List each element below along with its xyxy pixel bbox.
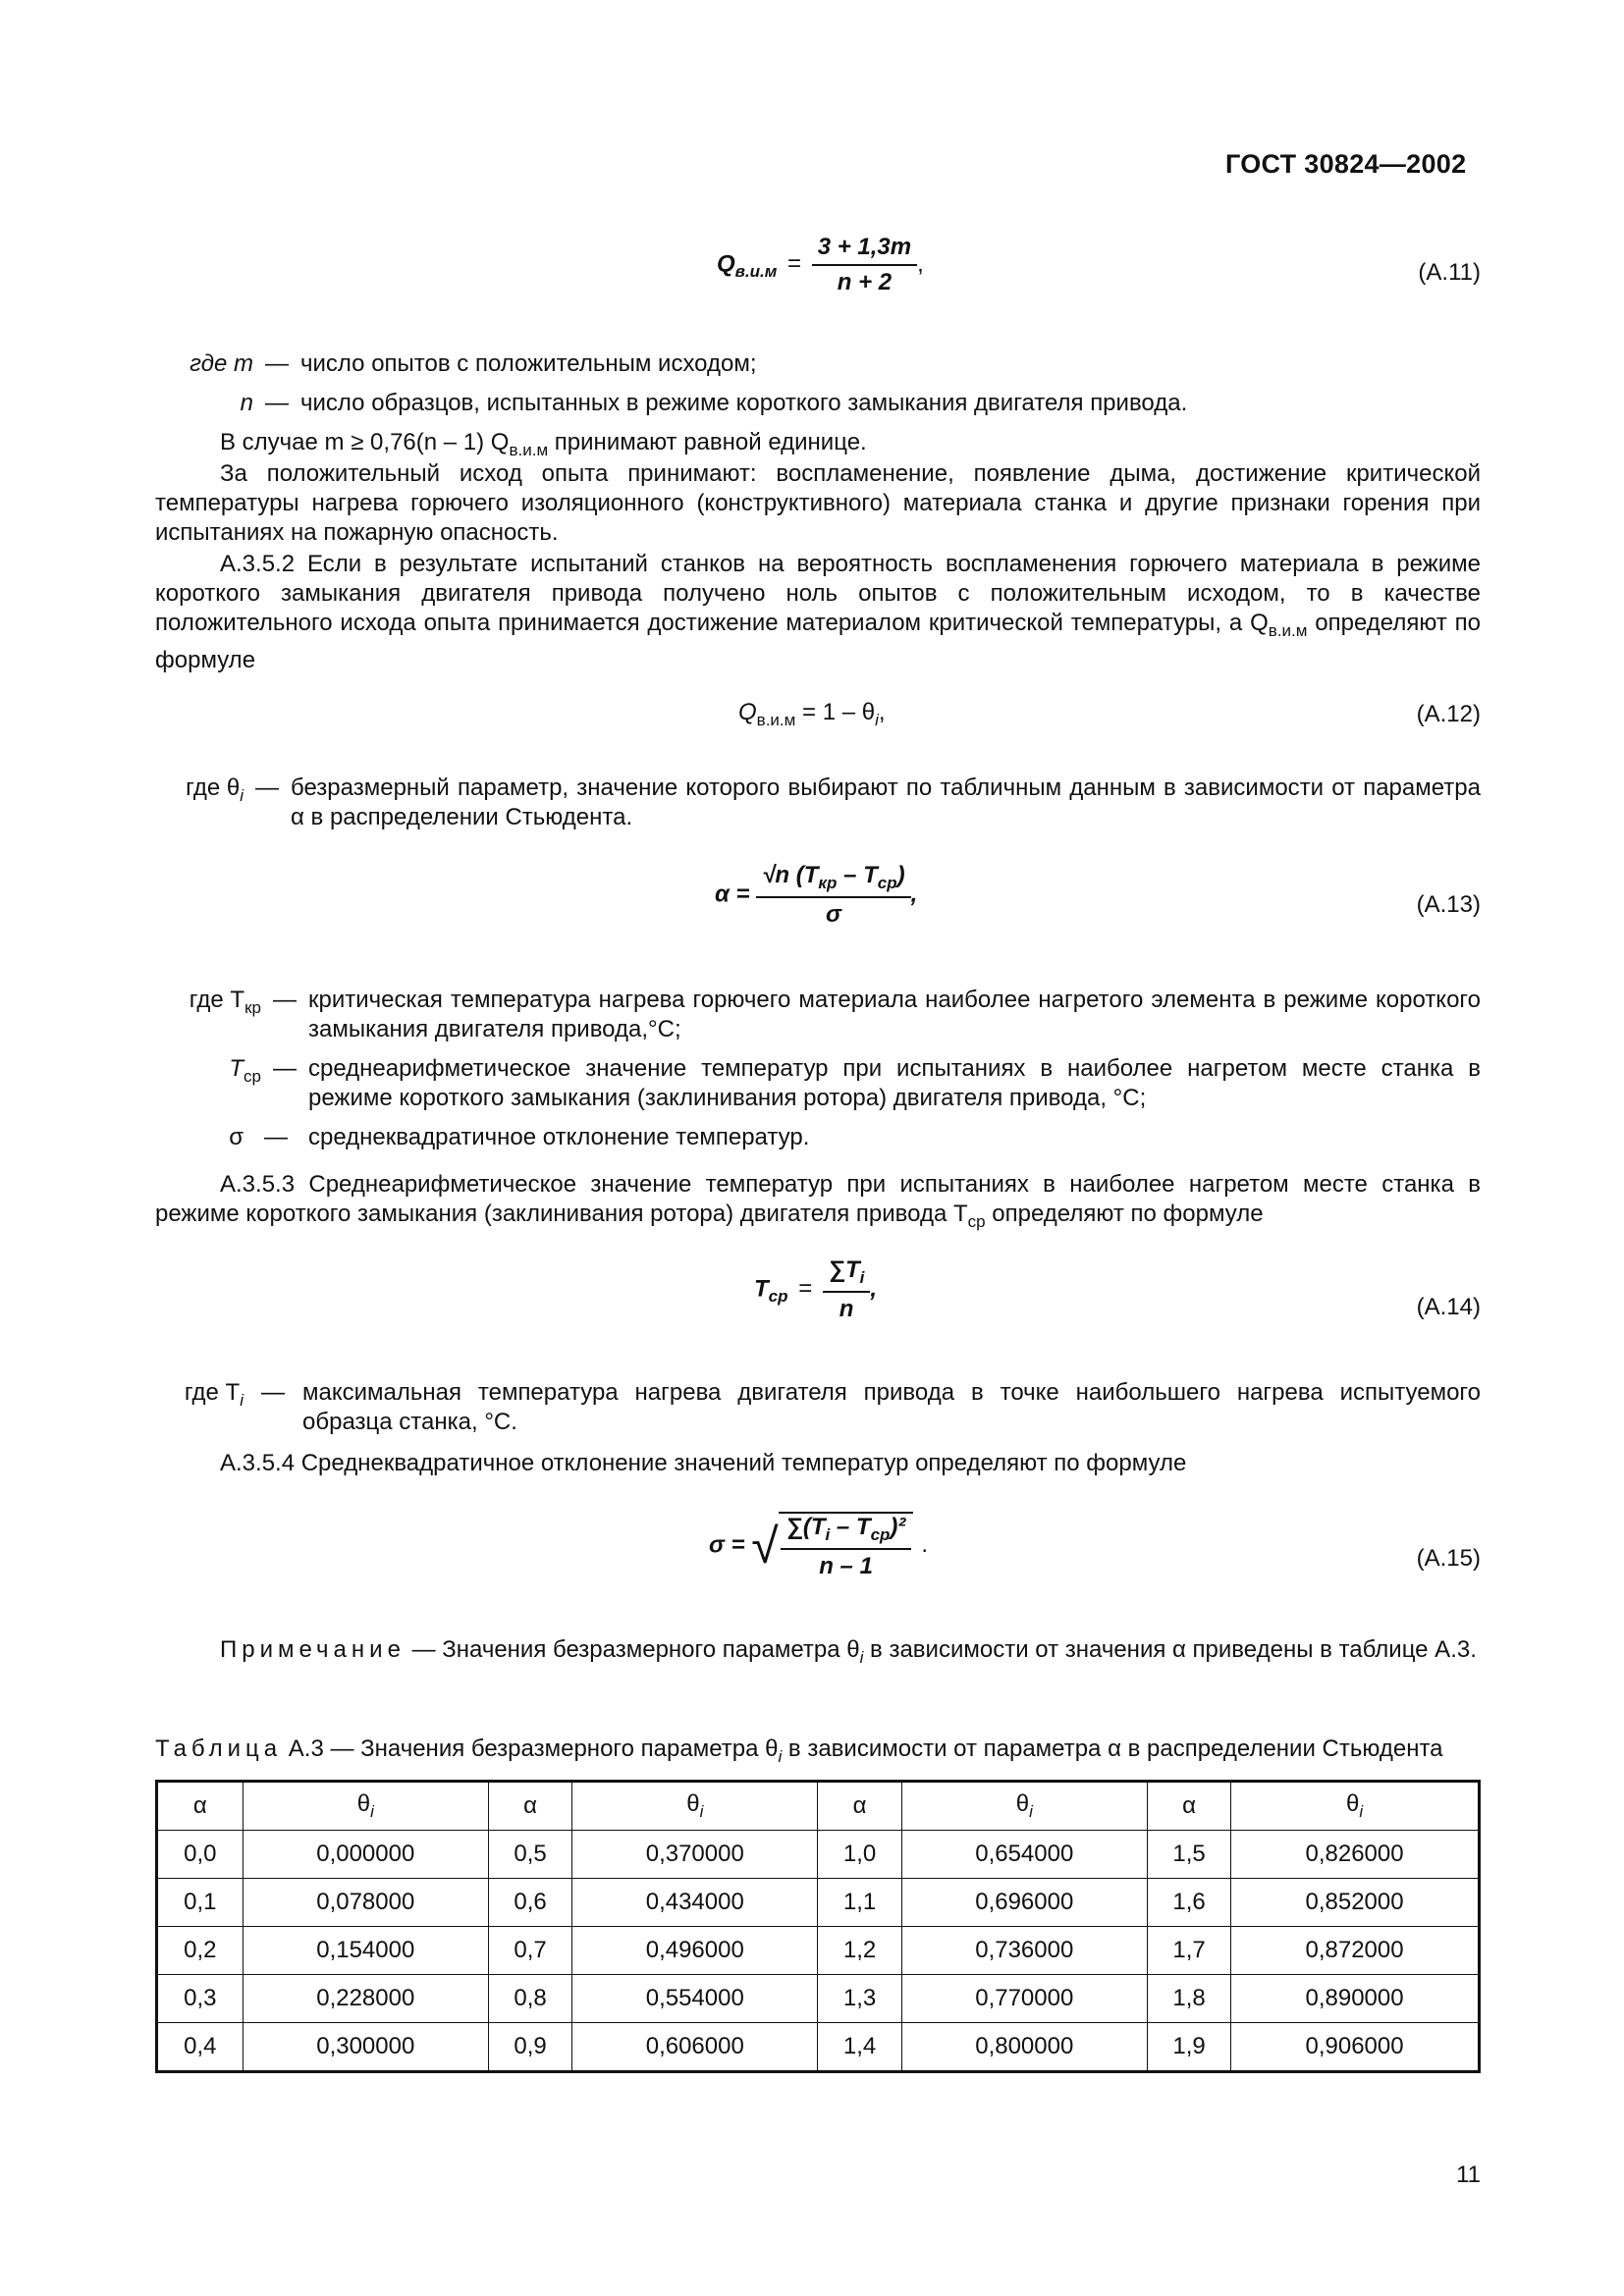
table-cell: 0,826000 xyxy=(1231,1831,1480,1879)
table-cell: 1,9 xyxy=(1147,2023,1230,2072)
equation-a12: $Q_{в.и.м} = 1 - \theta_i$, xyxy=(738,699,886,729)
definition-text: критическая температура нагрева горючего материала наиболее нагретого элемента в режиме короткого замыкания двигателя привода,°С; xyxy=(308,987,1481,1042)
definitions-a11 xyxy=(155,349,1481,418)
equation-a12-label: (А.12) xyxy=(1416,701,1481,727)
table-cell: 0,872000 xyxy=(1231,1927,1480,1975)
table-header-cell: α xyxy=(1147,1782,1230,1831)
definition-text: безразмерный параметр, значение которого выбирают по табличным данным в зависимости от параметра α в распределении Стьюдента. xyxy=(291,774,1481,830)
definition-text: максимальная температура нагрева двигателя привода в точке наибольшего нагрева испытуемого образца станка, °С. xyxy=(302,1379,1481,1435)
table-cell: 0,3 xyxy=(157,1975,244,2023)
document-header: ГОСТ 30824—2002 xyxy=(1225,149,1467,179)
definition-row: где $T_{кр}$ — критическая температура нагрева горючего материала наиболее нагретого элемента в режиме короткого замыкания двигателя привода,°С; xyxy=(145,986,1481,1044)
definition-row: где $T_i$ — максимальная температура нагрева двигателя привода в точке наибольшего нагрева испытуемого образца станка, °С. xyxy=(145,1378,1481,1437)
equation-a13-label: (А.13) xyxy=(1416,891,1481,918)
eq-a14-fraction xyxy=(823,1256,871,1323)
note-paragraph: Примечание — Значения безразмерного параметра $\theta_i$ в зависимости от значения α приведены в таблице А.3. xyxy=(220,1636,1477,1667)
definition-term: где $T_{кр}$ xyxy=(189,987,261,1017)
eq-a15-denominator: n – 1 xyxy=(819,1552,873,1579)
table-cell: 0,078000 xyxy=(243,1879,488,1927)
table-cell: 0,1 xyxy=(157,1879,244,1927)
table-row xyxy=(157,2023,1480,2072)
definition-row: $T_{ср}$ — среднеарифметическое значение температур при испытаниях в наиболее нагретом месте станка в режиме короткого замыкания (заклинивания ротора) двигателя привода, °С; xyxy=(145,1054,1481,1113)
eq-a11-lhs-sub: в.и.м xyxy=(734,262,778,282)
eq-a14-denominator: n xyxy=(839,1295,854,1322)
table-cell: 1,0 xyxy=(818,1831,901,1879)
table-cell: 0,370000 xyxy=(572,1831,818,1879)
table-cell: 0,736000 xyxy=(901,1927,1147,1975)
definitions-a14 xyxy=(145,1378,1481,1437)
definition-row: где $\theta_i$ — безразмерный параметр, значение которого выбирают по табличным данным в зависимости от параметра α в распределении Стьюдента. xyxy=(145,774,1481,832)
paragraph-positive-outcome: За положительный исход опыта принимают: воспламенение, появление дыма, достижение критической температуры нагрева горючего изоляционного (конструктивного) материала станка и другие признаки горения при испытаниях на пожарную опасность. xyxy=(155,460,1481,546)
equation-a14: $T_{ср}$ = $\frac{\sum T_i}{n}$ , xyxy=(754,1256,878,1322)
table-cell: 0,8 xyxy=(488,1975,571,2023)
definitions-a12 xyxy=(145,774,1481,832)
table-caption: Таблица А.3 — Значения безразмерного параметра $\theta_i$ в зависимости от параметра α в распределении Стьюдента xyxy=(155,1735,1443,1766)
table-row xyxy=(157,1975,1480,2023)
definition-row: σ — среднеквадратичное отклонение температур. xyxy=(145,1123,1481,1152)
table-row xyxy=(157,1927,1480,1975)
table-cell: 0,6 xyxy=(488,1879,571,1927)
table-header-cell: α xyxy=(818,1782,901,1831)
table-row xyxy=(157,1831,1480,1879)
table-cell: 0,800000 xyxy=(901,2023,1147,2072)
definition-row: n — число образцов, испытанных в режиме короткого замыкания двигателя привода. xyxy=(155,389,1481,418)
table-cell: 1,1 xyxy=(818,1879,901,1927)
eq-a11-denominator: n + 2 xyxy=(837,269,893,295)
table-header-row xyxy=(157,1782,1480,1831)
table-cell: 0,434000 xyxy=(572,1879,818,1927)
equation-a15: σ = √ $\frac{\sum(T_i - T_{ср})^2}{n - 1}$ . xyxy=(709,1514,929,1579)
table-cell: 0,496000 xyxy=(572,1927,818,1975)
eq-a11-numerator: 3 + 1,3m xyxy=(812,234,917,266)
definition-term: σ xyxy=(229,1124,244,1150)
table-cell: 0,0 xyxy=(157,1831,244,1879)
definition-term: $T_{ср}$ xyxy=(229,1055,261,1086)
table-cell: 0,890000 xyxy=(1231,1975,1480,2023)
eq-a13-denominator: σ xyxy=(825,900,841,928)
table-header-cell: $\theta_i$ xyxy=(572,1782,818,1831)
definition-text: число опытов с положительным исходом; xyxy=(300,350,757,377)
paragraph-a352: А.3.5.2 Если в результате испытаний станков на вероятность воспламенения горючего материала в режиме короткого замыкания двигателя привода получено ноль опытов с положительным исходом, то в качестве положительного исхода опыта принимается достижение материалом критической температуры, а $Q_{в.и.м}$ определяют по формуле xyxy=(155,551,1481,673)
table-header-cell: α xyxy=(488,1782,571,1831)
table-cell: 1,3 xyxy=(818,1975,901,2023)
eq-a15-numerator: $\sum(T_i - T_{ср})^2$ xyxy=(781,1514,912,1550)
table-header-cell: $\theta_i$ xyxy=(243,1782,488,1831)
definition-text: среднеарифметическое значение температур при испытаниях в наиболее нагретом месте станка в режиме короткого замыкания (заклинивания ротора) двигателя привода, °С; xyxy=(308,1055,1481,1111)
definition-term: где $T_i$ xyxy=(184,1379,244,1410)
table-cell: 0,554000 xyxy=(572,1975,818,2023)
table-cell: 0,7 xyxy=(488,1927,571,1975)
eq-a13-numerator: √n $(T_{кр} - T_{ср})$ xyxy=(756,862,910,898)
table-row xyxy=(157,1879,1480,1927)
eq-a13-fraction xyxy=(756,862,910,929)
definition-text: среднеквадратичное отклонение температур. xyxy=(308,1124,810,1150)
table-cell: 0,4 xyxy=(157,2023,244,2072)
table-cell: 0,906000 xyxy=(1231,2023,1480,2072)
page-number: 11 xyxy=(1456,2162,1481,2188)
table-cell: 1,7 xyxy=(1147,1927,1230,1975)
equation-a11: $Q_{в.и.м}$ = $\frac{3 + 1,3m}{n + 2}$ , xyxy=(717,234,924,295)
paragraph-a354: А.3.5.4 Среднеквадратичное отклонение значений температур определяют по формуле xyxy=(220,1450,1187,1476)
table-cell: 0,696000 xyxy=(901,1879,1147,1927)
table-cell: 1,4 xyxy=(818,2023,901,2072)
eq-a15-fraction xyxy=(779,1512,914,1580)
paragraph-case: В случае m ≥ 0,76(n – 1) $Q_{в.и.м}$ принимают равной единице. xyxy=(220,429,867,459)
paragraph-a353: А.3.5.3 Среднеарифметическое значение температур при испытаниях в наиболее нагретом месте станка в режиме короткого замыкания (заклинивания ротора) двигателя привода $T_{ср}$ определяют по формуле xyxy=(155,1171,1481,1231)
table-header-cell: $\theta_i$ xyxy=(1231,1782,1480,1831)
definition-term: n xyxy=(240,390,253,416)
equation-a15-label: (А.15) xyxy=(1416,1545,1481,1572)
theta-alpha-table xyxy=(155,1780,1481,2073)
table-cell: 0,228000 xyxy=(243,1975,488,2023)
table-cell: 0,9 xyxy=(488,2023,571,2072)
definition-text: число образцов, испытанных в режиме короткого замыкания двигателя привода. xyxy=(300,390,1188,416)
table-header-cell: α xyxy=(157,1782,244,1831)
definition-row: где m — число опытов с положительным исходом; xyxy=(155,349,1481,379)
table-header-cell: $\theta_i$ xyxy=(901,1782,1147,1831)
table-cell: 0,154000 xyxy=(243,1927,488,1975)
table-cell: 0,654000 xyxy=(901,1831,1147,1879)
equation-a11-label: (А.11) xyxy=(1418,259,1481,286)
eq-a14-numerator: $\sum T_i$ xyxy=(823,1256,871,1293)
table-cell: 1,6 xyxy=(1147,1879,1230,1927)
table-cell: 0,852000 xyxy=(1231,1879,1480,1927)
definition-term: где m xyxy=(189,350,253,377)
table-cell: 0,000000 xyxy=(243,1831,488,1879)
definition-term: где $\theta_i$ xyxy=(186,774,244,805)
table-cell: 1,5 xyxy=(1147,1831,1230,1879)
table-cell: 0,2 xyxy=(157,1927,244,1975)
table-cell: 0,5 xyxy=(488,1831,571,1879)
table-cell: 0,300000 xyxy=(243,2023,488,2072)
equation-a14-label: (А.14) xyxy=(1416,1294,1481,1320)
table-cell: 0,770000 xyxy=(901,1975,1147,2023)
table-cell: 1,8 xyxy=(1147,1975,1230,2023)
eq-a11-lhs: Q xyxy=(717,250,735,278)
definitions-a13 xyxy=(145,986,1481,1152)
table-cell: 1,2 xyxy=(818,1927,901,1975)
eq-a11-fraction xyxy=(812,234,917,296)
equation-a13: α = $\frac{√n (T_{кр} - T_{ср})}{\sigma}$ , xyxy=(715,862,918,928)
table-cell: 0,606000 xyxy=(572,2023,818,2072)
